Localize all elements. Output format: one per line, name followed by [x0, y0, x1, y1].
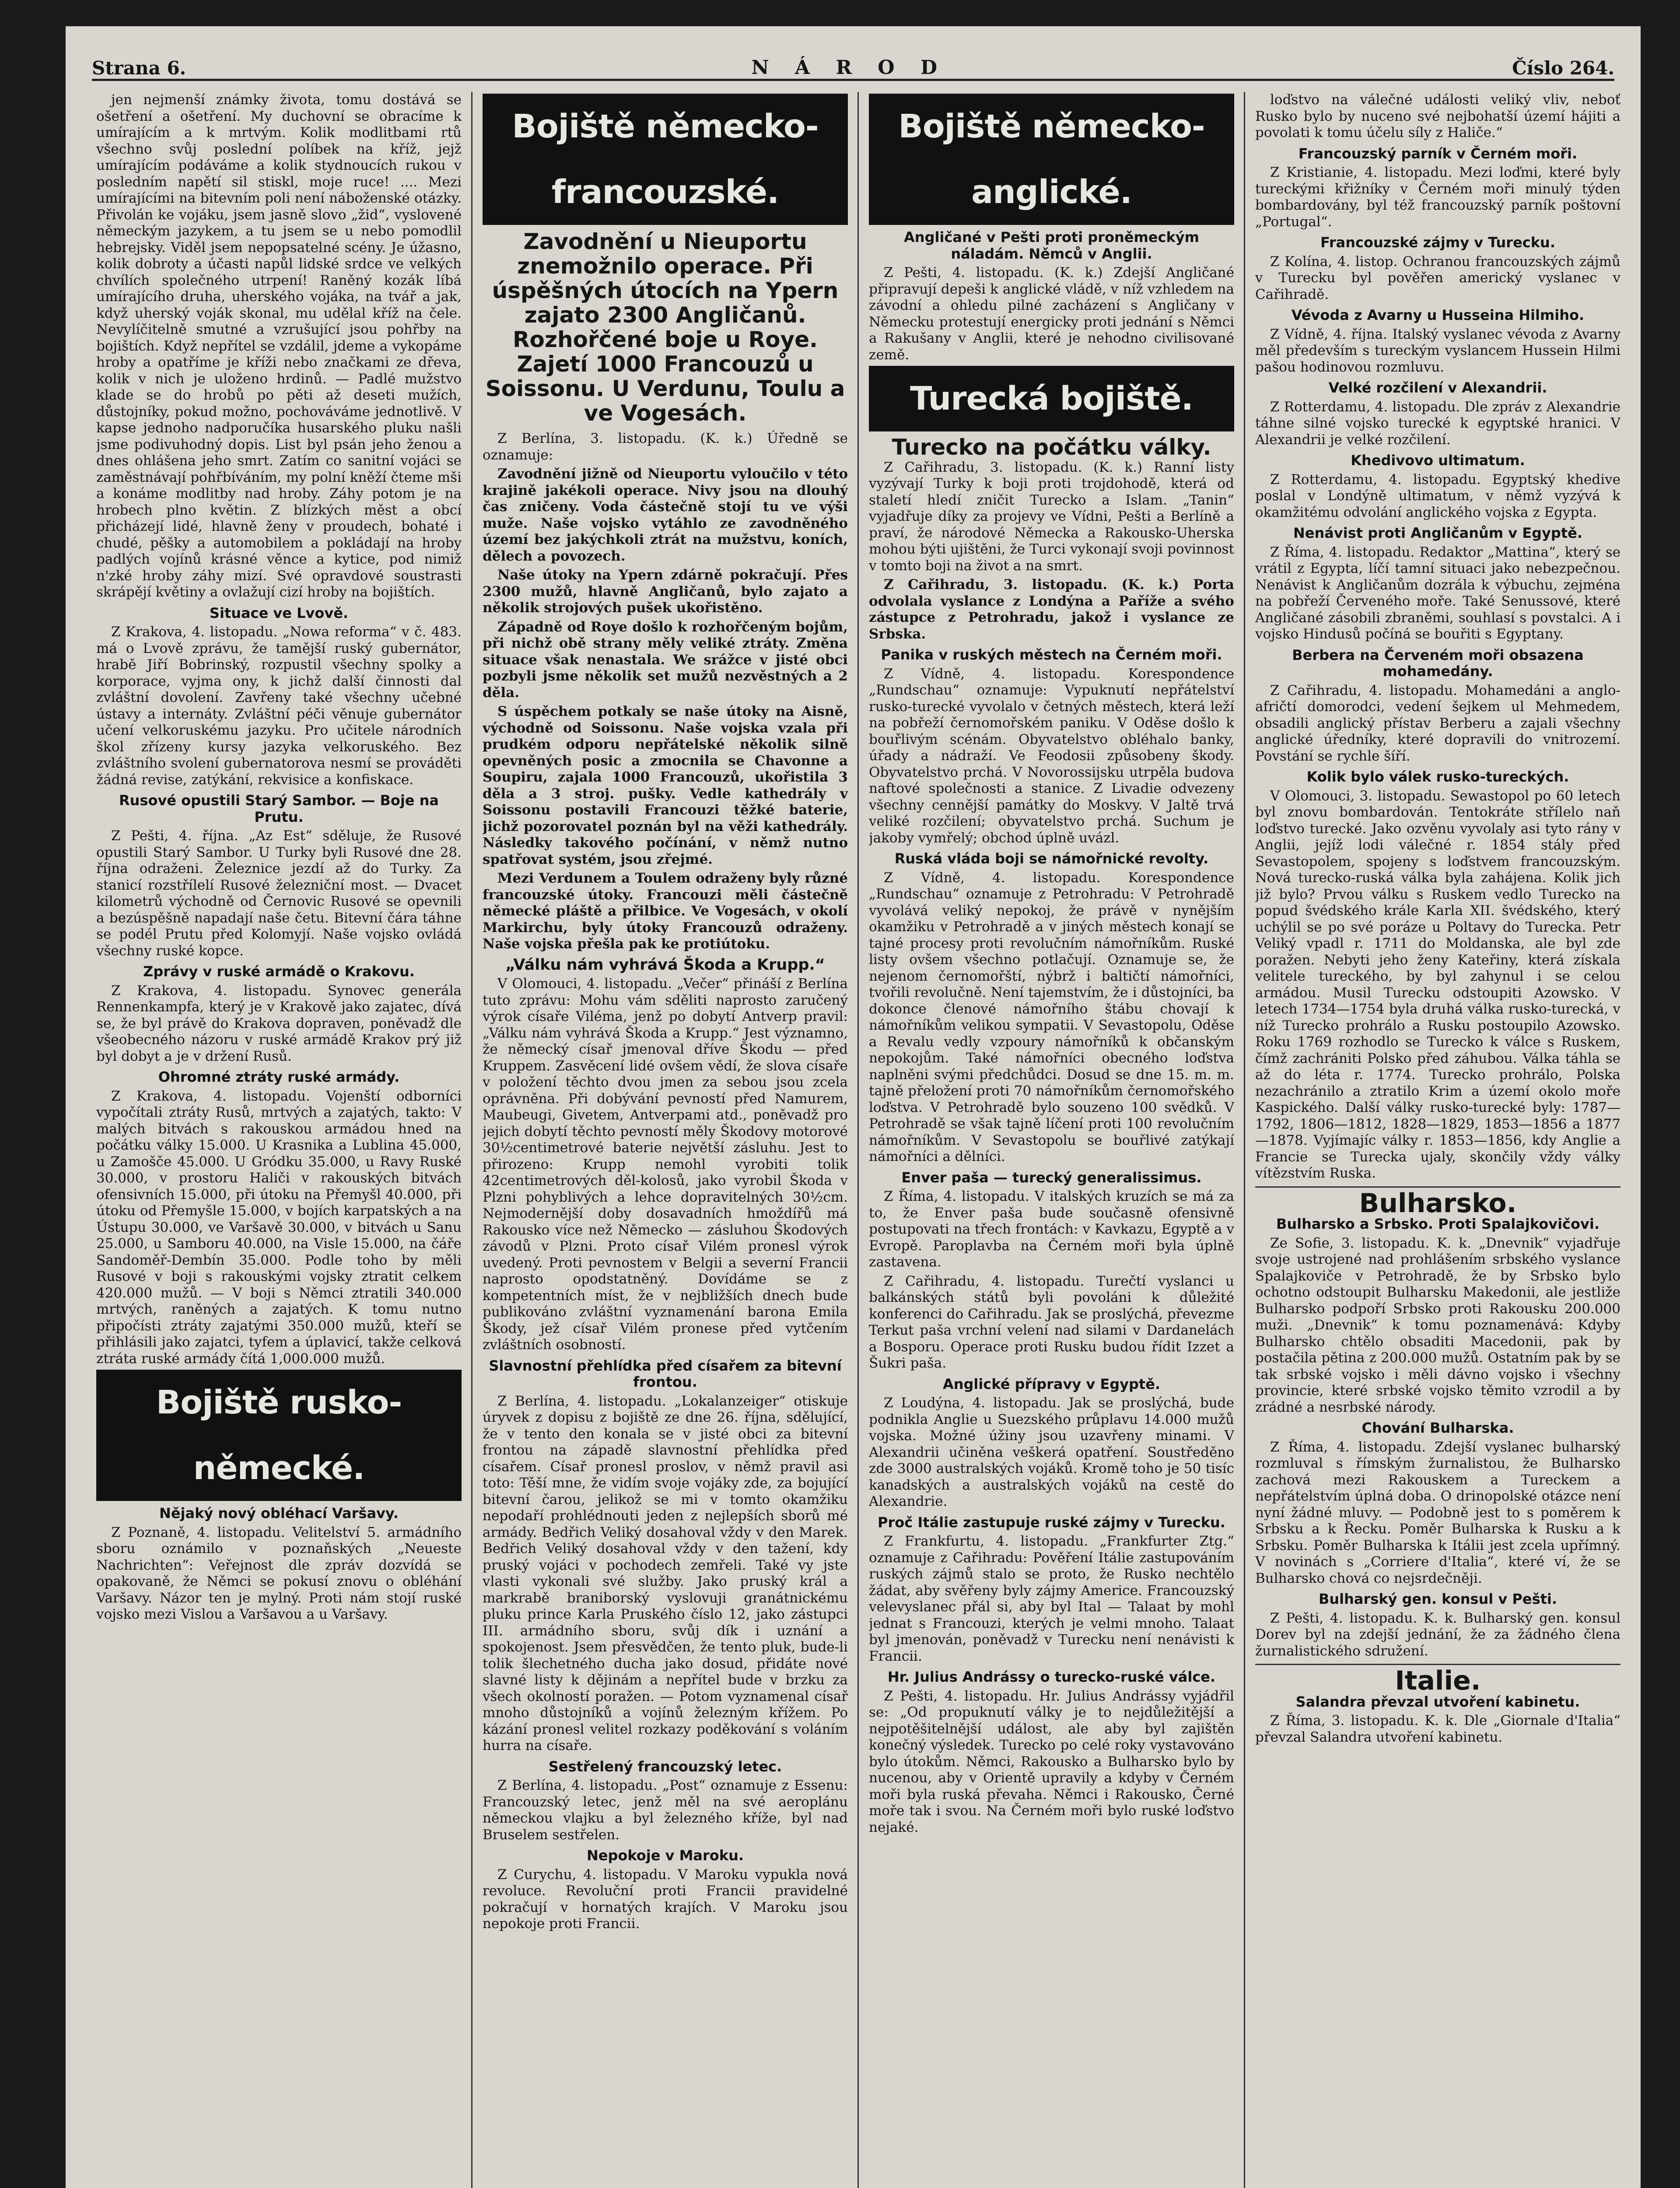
- divider: [1255, 1664, 1620, 1665]
- masthead: [92, 39, 1614, 81]
- article-heading: Kolik bylo válek rusko-tureckých.: [1306, 768, 1569, 785]
- article-paragraph: Z Krakova, 4. listopadu. Synovec generála Rennenkampfa, který je v Krakově jako zajatec, dívá se, že byl právě do Krakova dopraven, poněvadž dle všeobecného názoru v ruské armádě Krakov prý již byl dobyt a je v držení Rusů.: [96, 982, 462, 1064]
- article-paragraph: Z Říma, 4. listopadu. Redaktor „Mattina“, který se vrátil z Egypta, líčí tamní situaci jako nebezpečnou. Nenávist k Angličanům dozrála k výbuchu, zejména na pobřeží Červeného moře. Také Senussové, které Angličané zásobili zbraněmi, souhlasí s povstalci. A i vojsko Hindusů počíná se bouřiti s Egyptany.: [1255, 544, 1620, 642]
- article-paragraph: Z Berlína, 4. listopadu. „Lokalanzeiger“ otiskuje úryvek z dopisu z bojiště ze dne 26. října, sdělující, že v tento den konala se v jisté obci za bitevní frontou na západě slavnostní přehlídka před císařem. Císař pronesl proslov, v němž pravil asi toto: Těší mne, že vidím svoje vojáky zde, za bojující bitevní čarou, jelikož se mi v tomto okamžiku nepodaří prohlédnouti jeden z nejlepších sborů mé armády. Bedřich Veliký dosahoval vždy v den Marek. Bedřich Veliký dosahoval vždy v den tažení, kdy pruský vojáci v pochodech zemřeli. Také vy jste vlasti vykonali své služby. Jako pruský král a markrabě braniborský vyslovuji granátnickému pluku prince Karla Pruského číslo 12, jako zástupci III. armádního sboru, svůj dík i uznání a spokojenost. Jsem přesvědčen, že tento pluk, bude-li tolik šlechetného ducha jako dosud, přidáte nové slavné listy k dějinám a nepřítel bude v brzku za všech okolností poražen. — Potom vyznamenal císař mnoho důstojníků a vojínů železným křížem. Po kázání pronesl velitel rozkazy poděkování s voláním hurra na císaře.: [483, 1393, 848, 1753]
- issue-number: Číslo 264.: [1512, 57, 1614, 79]
- article-paragraph: Zavodnění jižně od Nieuportu vyloučilo v této krajině jakékoli operace. Nivy jsou na dlouhý čas zničeny. Voda částečně stojí tu ve výši muže. Naše vojsko vytáhlo ze zavodněného území bez jakýchkoli ztrát na mužstvu, koních, dělech a povozech.: [483, 466, 848, 564]
- section-banner: Bojiště německo-francouzské.: [483, 94, 848, 225]
- newspaper-title: N Á R O D: [751, 56, 947, 79]
- article-heading: Ohromné ztráty ruské armády.: [158, 1069, 400, 1085]
- article-heading: Situace ve Lvově.: [209, 604, 349, 621]
- article-paragraph: Z Berlína, 4. listopadu. „Post“ oznamuje z Essenu: Francouzský letec, jenž měl na své aeroplánu německou vlajku a byl železného kříže, byl nad Bruselem sestřelen.: [483, 1778, 848, 1843]
- article-heading: Panika v ruských městech na Černém moři.: [881, 646, 1222, 663]
- article-paragraph: Z Curychu, 4. listopadu. V Maroku vypukla nová revoluce. Revoluční proti Francii pravidelné pokračují v hornatých krajích. V Maroku jsou nepokoje proti Francii.: [483, 1866, 848, 1932]
- section-title: Italie.: [1395, 1666, 1481, 1696]
- article-paragraph: Mezi Verdunem a Toulem odraženy byly různé francouzské útoky. Francouzi měli částečně německé pláště a přilbice. Ve Vogesách, v okolí Markirchu, byly útoky Francouzů odraženy. Naše vojska přešla pak ke protiútoku.: [483, 870, 848, 952]
- article-heading: Hr. Julius Andrássy o turecko-ruské válce.: [887, 1669, 1216, 1685]
- article-heading: Berbera na Červeném moři obsazena mohamedány.: [1292, 646, 1584, 680]
- article-heading: Rusové opustili Starý Sambor. — Boje na Prutu.: [119, 792, 439, 825]
- article-paragraph: Z Frankfurtu, 4. listopadu. „Frankfurter Ztg.“ oznamuje z Cařihradu: Pověření Itálie zastupováním ruských zájmů stalo se proto, že Rusko nechtělo žádat, aby svěřeny byly zájmy Americe. Francouzský velevyslanec přál si, aby byl Ital — Talaat by mohl jednat s Francouzi, kterých je velmi mnoho. Talaat byl jmenován, poněvadž v Turecku není nenávisti k Francii.: [869, 1533, 1234, 1664]
- article-paragraph: Z Poznaně, 4. listopadu. Velitelství 5. armádního sboru oznámilo v poznaňských „Neueste Nachrichten“: Veřejnost dle zpráv dozvídá se opakovaně, že Němci se pokusí znovu o obléhání Varšavy. Názor ten je mylný. Proti nám stojí ruské vojsko mezi Vislou a Varšavou a u Varšavy.: [96, 1524, 462, 1622]
- article-heading: Enver paša — turecký generalissimus.: [901, 1169, 1202, 1186]
- article-paragraph: Z Pešti, 4. října. „Az Est“ sděluje, že Rusové opustili Starý Sambor. U Turky byli Rusové dne 28. října odraženi. Železnice jezdí až do Turky. Za stanicí rozstřílelí Rusové železniční most. — Dvacet kilometrů východně od Černovic Rusové se opevnili a bezúspěšně napadají naše četu. Bitevní čára táhne se podél Prutu před Kolomyjí. Naše vojsko ovládá všechny ruské kopce.: [96, 828, 462, 959]
- article-paragraph: Z Vídně, 4. října. Italský vyslanec vévoda z Avarny měl především s tureckým vyslancem Hussein Hilmi pašou hodinovou rozmluvu.: [1255, 326, 1620, 375]
- article-heading: Velké rozčilení v Alexandrii.: [1328, 379, 1547, 396]
- page-number: Strana 6.: [92, 57, 186, 79]
- article-paragraph: Z Krakova, 4. listopadu. Vojenští odborníci vypočítali ztráty Rusů, mrtvých a zajatých, takto: V malých bitvách s rakouskou armádou hned na počátku války 15.000. U Krasnika a Lublina 45.000, u Zamošče 45.000. U Gródku 35.000, u Ravy Ruské 30.000, v prostoru Haliči v rakouských bitvách ofensivních 15.000, při útoku na Přemyšl 40.000, při útoku od Přemyšle 15.000, v bojích karpatských a na Ústupu 30.000, ve Varšavě 30.000, v bitvách u Sanu 25.000, u Samboru 40.000, na Visle 15.000, na čáře Sandoměř-Dembín 35.000. Podle toho by měli Rusové v boji s rakouskými vojsky ztratit celkem 420.000 mužů. — V boji s Němci ztratili 340.000 mrtvých, raněných a zajatých. K tomu nutno připočísti ztráty zajatými 350.000 mužů, kteří se přihlásili jako zajatci, tyfem a úplavicí, takže celková ztráta ruské armády čítá 1,000.000 mužů.: [96, 1088, 462, 1367]
- article-paragraph: Z Cařihradu, 4. listopadu. Turečtí vyslanci u balkánských států byli povoláni k důležité konferenci do Cařihradu. Jak se proslýchá, převezme Terkut paša vrchní velení nad silami v Dardanelách a Bosporu. Operace proti Rusku budou řídit Izzet a Šukri paša.: [869, 1273, 1234, 1371]
- article-heading: Khedivovo ultimatum.: [1351, 452, 1525, 469]
- article-paragraph: Z Rotterdamu, 4. listopadu. Egyptský khedive poslal v Londýně ultimatum, v němž vyzývá k okamžitému odvolání anglického vojska z Egypta.: [1255, 471, 1620, 520]
- section-banner: Bojiště rusko-německé.: [96, 1370, 462, 1501]
- divider: [1255, 1186, 1620, 1188]
- article-paragraph: S úspěchem potkaly se naše útoky na Aisně, východně od Soissonu. Naše vojska vzala při prudkém odporu nepřátelské několik silně opevněných posic a zmocnila se Chavonne a Soupiru, zajala 1000 Francouzů, ukořistila 3 děla a 3 stroj. pušky. Vedle kathedrály v Soissonu postavili Francouzi těžké baterie, jichž pozorovatel poznán byl na věži kathedrály. Následky takového počínání, v němž nutno spatřovat systém, jsou zřejmé.: [483, 704, 848, 867]
- article-heading: Francouzský parník v Černém moři.: [1298, 145, 1578, 162]
- article-heading: Salandra převzal utvoření kabinetu.: [1295, 1693, 1580, 1710]
- newspaper-page: [66, 26, 1641, 2188]
- article-paragraph: V Olomouci, 4. listopadu. „Večer“ přináší z Berlína tuto zprávu: Mohu vám sděliti naprosto zaručený výrok císaře Viléma, jenž po dobytí Antverp pravil: „Válku nám vyhrává Škoda a Krupp.“ Jest významno, že německý císař jmenoval dříve Škodu — před Kruppem. Zasvěcení lidé ovšem vědí, že slova císaře v položení těchto dvou jmen za sebou jsou zcela oprávněna. Při dobývání pevností před Namurem, Maubeugi, Givetem, Antverpami atd., poněvadž pro jejich dobytí těchto pevností měly Škodovy motorové 30½centimetrové baterie největší zásluhu. Jest to přirozeno: Krupp nemohl vyrobiti tolik 42centimetrových děl-kolosů, jako vyrobil Škoda v Plzni pohyblivých a lehce dopravitelných 30½cm. Nejmodernější doby dosavadních hmoždířů má Rakousko více než Německo — zásluhou Škodových závodů v Plzni. Proto císař Vilém pronesl výrok uvedený. Proti pevnostem v Belgii a severní Francii naprosto opodstatněný. Dovídáme se z kompetentních míst, že v nejbližších dnech bude publikováno zvláštní vyznamenání barona Emila Škody, jež císař Vilém pronese před vytčením zvláštních osobností.: [483, 976, 848, 1353]
- article-paragraph: Z Pešti, 4. listopadu. K. k. Bulharský gen. konsul Dorev byl na zdejší jednání, že za žádného člena žurnalistického sdružení.: [1255, 1610, 1620, 1659]
- article-heading: Nějaký nový obléhací Varšavy.: [159, 1505, 399, 1522]
- section-banner: Turecká bojiště.: [869, 366, 1234, 431]
- article-paragraph: Z Říma, 3. listopadu. K. k. Dle „Giornale d'Italia“ převzal Salandra utvoření kabinetu.: [1255, 1713, 1620, 1745]
- article-heading: Proč Itálie zastupuje ruské zájmy v Turecku.: [878, 1514, 1225, 1531]
- article-paragraph: V Olomouci, 3. listopadu. Sewastopol po 60 letech byl znovu bombardován. Tentokráte střílelo naň loďstvo turecké. Jako ozvěnu vyvolaly asi tyto rány v Anglii, jejíž lodi válečné r. 1854 stály před Sevastopolem, spojeny s loďstvem francouzským. Nová turecko-ruská válka byla zahájena. Kolik jich již bylo? Prvou válku s Ruskem vedlo Turecko na popud švédského krále Karla XII. švédského, který uchýlil se po své poráze u Poltavy do Turecka. Petr Veliký vpadl r. 1711 do Moldanska, ale byl zde poražen. Nebyti jeho ženy Kateřiny, která získala velitele tureckého, by byl zahynul i se celou armádou. Musil Turecku odstoupiti Azowsko. V letech 1734—1754 byla druhá válka rusko-turecká, v níž Turecko prohrálo a Rusku postoupilo Azowsko. Roku 1769 rozhodlo se Turecko k válce s Ruskem, čímž zachrániti Polsko před záhubou. Válka táhla se až do léta r. 1774. Turecko prohrálo, Polska nezachránilo a ztratilo Krim a území okolo moře Kaspického. Další války rusko-turecké byly: 1787—1792, 1806—1812, 1828—1829, 1853—1856 a 1877—1878. Vyjímajíc války r. 1853—1856, kdy Anglie a Francie se Turecka ujaly, skončily vždy války vítězstvím Ruska.: [1255, 788, 1620, 1181]
- article-heading: Bulharský gen. konsul v Pešti.: [1318, 1591, 1558, 1607]
- article-paragraph: Západně od Roye došlo k rozhořčeným bojům, při nichž obě strany měly veliké ztráty. Změna situace však nenastala. We srážce v jisté obci pozbyli jsme několik set mužů nezvěstných a 2 děla.: [483, 619, 848, 701]
- article-paragraph: Z Vídně, 4. listopadu. Korespondence „Rundschau“ oznamuje: Vypuknutí nepřátelství rusko-turecké vyvolalo v četných městech, která leží na pobřeží černomořském paniku. V Oděse došlo k bouřlivým scénám. Obyvatelstvo obléhalo banky, úřady a nádraží. Ve Feodosii způsobeny škody. Obyvatelstvo prchá. V Novorossijsku utrpěla budova naftové společnosti a stanice. Z Livadie odvezeny všechny cennější památky do Moskvy. V Jaltě trvá veliké rozčilení; obyvatelstvo prchá. Suchum je jakoby vymřelý; obchod úplně uvázl.: [869, 666, 1234, 846]
- article-paragraph: Z Pešti, 4. listopadu. (K. k.) Zdejší Angličané připravují depeši k anglické vládě, v níž vzhledem na závodní a ohledu pilné zacházení s Angličany v Německu protestují energicky proti jednání s Němci a Rakušany v Anglii, které je nehodno civilisované země.: [869, 265, 1234, 363]
- article-heading: Chování Bulharska.: [1362, 1420, 1514, 1436]
- article-heading: Slavnostní přehlídka před císařem za bitevní frontou.: [489, 1357, 842, 1390]
- article-paragraph: Z Berlína, 3. listopadu. (K. k.) Úředně se oznamuje:: [483, 431, 848, 463]
- section-banner: Bojiště německo-anglické.: [869, 94, 1234, 225]
- article-paragraph: Naše útoky na Ypern zdárně pokračují. Přes 2300 mužů, hlavně Angličanů, bylo zajato a několik strojových pušek ukořistěno.: [483, 567, 848, 616]
- column-2: [483, 92, 848, 2188]
- article-heading: Angličané v Pešti proti proněmeckým náladám. Němců v Anglii.: [904, 229, 1199, 262]
- article-paragraph: Z Vídně, 4. listopadu. Korespondence „Rundschau“ oznamuje z Petrohradu: V Petrohradě vyvolává veliký nepokoj, že právě v nynějším okamžiku v Petrohradě a v jiných městech konají se tajné procesy proti revolučním námořníkům. Ruské listy ovšem všechno potlačují. Oznamuje se, že nejenom černomořští, nýbrž i baltičtí námořníci, tvořili revolučně. Není tajemstvím, že i důstojníci, ba dokonce členové námořního štábu chovají k námořníkům velikou sympatii. V Sevastopolu, Oděse a Revalu vedly vzpoury námořníků k občanským nepokojům. Také námořníci obecného loďstva naplněni svými předchůdci. Dosud se dne 15. m. m. tajně přeložení proti 70 námořníkům černomořského loďstva. V Petrohradě bylo souzeno 100 svědků. V Petrohradě se však tajně líčení proti 100 revolučním námořníkům. V Sevastopolu se bouřlivé zatýkají námořníci a dělníci.: [869, 870, 1234, 1164]
- column-divider: [471, 92, 472, 2188]
- article-heading: Nepokoje v Maroku.: [586, 1847, 744, 1864]
- article-heading: Anglické přípravy v Egyptě.: [942, 1375, 1161, 1392]
- article-heading: Francouzské zájmy v Turecku.: [1320, 234, 1555, 251]
- article-heading: Bulharsko a Srbsko. Proti Spalajkovičovi.: [1276, 1216, 1600, 1232]
- article-paragraph: Ze Sofie, 3. listopadu. K. k. „Dnevnik“ vyjadřuje svoje ustrojené nad prohlášením srbského vyslance Spalajkoviče v Petrohradě, že by Srbsko bylo ochotno odstoupit Bulharsku Makedonii, ale jestliže Bulharsko podpoří Srbsko proti Rakousku 200.000 muži. „Dnevnik“ k tomu poznamenává: Kdyby Bulharsko chtělo obsaditi Macedonii, pak by postačila pětina z 200.000 mužů. Ostatním pak by se tak srbské vojsko i měli dávno vojsko i všechny provincie, které srbské vojsko těmito vzrodil a by zrádné a nesrbské národy.: [1255, 1235, 1620, 1415]
- article-paragraph: jen nejmenší známky života, tomu dostává se ošetření a ošetření. My duchovní se obracíme k umírajícím a k mrtvým. Kolik modlitbami rtů všechno svůj poslední políbek na kříž, jejž umírajícím podáváme a kolik stydnoucích rukou v posledním napětí sil stiskl, moje ruce! .... Mezi umírajícími na bitevním poli není náboženské otázky. Přivolán ke vojáku, jsem jasně slovo „žid“, vyslovené německým jazykem, a tu jsem se u nebo pomodlil hebrejsky. Viděl jsem nepopsatelné scény. Je úžasno, kolik dobroty a účasti napůl lidské srdce ve velkých chvílích společného utrpení! Raněný kozák líbá umírajícího druha, uherského vojáka, na tvář a jak, když uherský voják skonal, mu udělal kříž na čele. Nevylíčitelně smutné a vzrušující jsou pohřby na bojištích. Když nepřítel se vzdálil, jdeme a vykopáme hroby a opatříme je kříži nebo značkami ze dřeva, kolik v nich je uloženo hrdinů. — Padlé mužstvo klade se do hrobů po pěti až deseti mužích, důstojníky, pokud možno, pochováváme jednotlivě. V kapse jednoho nadporučíka husarského pluku našli jsme podivuhodný dopis. List byl psán jeho ženou a dnes ohlášena jeho smrt. Zatím co sanitní vojáci se zaměstnávají pohřbíváním, my polní kněží čteme mši a konáme modlitby nad hroby. Záhy potom je na hrobech plno květin. Z blízkých měst a obcí přicházejí lidé, hlavně ženy v proudech, bohaté i chudé, pěšky a automobilem a pokládají na hroby padlých vojínů krásné věnce a kytice, pod nimiž n'zké hroby záhy mizí. Své opravdové soustrasti skrápějí květiny a ovlažují cizí hroby na bojištích.: [96, 92, 462, 600]
- column-1: [96, 92, 462, 2188]
- article-heading: Vévoda z Avarny u Husseina Hilmiho.: [1291, 307, 1585, 323]
- article-paragraph: Z Kristianie, 4. listopadu. Mezi loďmi, které byly tureckými křižníky v Černém moři minulý týden bombardovány, byl též francouzský parník poštovní „Portugal“.: [1255, 165, 1620, 230]
- article-paragraph: Z Pešti, 4. listopadu. Hr. Julius Andrássy vyjádřil se: „Od propuknutí války je to nejdůležitější a nejpotěšitelnější událost, ale aby byl zajištěn konečný výsledek. Turecko po celé roky vystavováno bylo útokům. Němci, Rakousko a Bulharsko bylo by nucenou, aby v Orientě upravily a kdyby v Černém moři byla ruská převaha. Němci i Rakousko, Černé moře tak i svou. Na Černém moři bylo ruské loďstvo nejaké.: [869, 1688, 1234, 1835]
- column-divider: [1244, 92, 1245, 2188]
- article-paragraph: Z Rotterdamu, 4. listopadu. Dle zpráv z Alexandrie táhne silné vojsko turecké k egyptské hranici. V Alexandrii je velké rozčilení.: [1255, 399, 1620, 448]
- section-title: Bulharsko.: [1359, 1188, 1517, 1219]
- article-heading: Nenávist proti Angličanům v Egyptě.: [1293, 525, 1582, 541]
- column-3: [869, 92, 1234, 2188]
- section-title: Turecko na počátku války.: [892, 435, 1211, 460]
- article-heading: „Válku nám vyhrává Škoda a Krupp.“: [505, 956, 825, 974]
- article-heading: Sestřelený francouzský letec.: [548, 1758, 782, 1775]
- article-paragraph: Z Cařihradu, 4. listopadu. Mohamedáni a anglo-afričtí domorodci, vedení šejkem ul Mehmedem, obsadili anglický přístav Berberu a zajali všechny anglické úředníky, které dopravili do vnitrozemí. Povstání se rychle šíří.: [1255, 682, 1620, 764]
- article-paragraph: loďstvo na válečné události veliký vliv, neboť Rusko bylo by nuceno své nejbohatší území hájiti a povolati k tomu účelu síly z Haliče.“: [1255, 92, 1620, 140]
- article-paragraph: Z Cařihradu, 3. listopadu. (K. k.) Ranní listy vyzývají Turky k boji proti trojdohodě, která od staletí hledí zničit Turecko a Islam. „Tanin“ vyjadřuje díky za projevy ve Vídni, Pešti a Berlíně a praví, že národové Německa a Rakousko-Uherska mohou býti ujištěni, že Turci vykonají svoji povinnost v tomto boji na život a na smrt.: [869, 459, 1234, 574]
- article-heading: Ruská vláda boji se námořnické revolty.: [894, 850, 1209, 867]
- article-paragraph: Z Říma, 4. listopadu. Zdejší vyslanec bulharský rozmluval s římským žurnalistou, že Bulharsko zachová mezi Rakouskem a Tureckem a nepřátelstvím úplná doba. O drinopolské otázce není nyní žádné mluvy. — Podobně jest to s poměrem k Srbsku a k Řecku. Poměr Bulharska k Rusku a k Srbsku. Poměr Bulharska k Itálii jest zcela upřímný. V novinách s „Corriere d'Italia“, které ví, že se Bulharsko chová co nejsrdečněji.: [1255, 1439, 1620, 1586]
- column-divider: [858, 92, 859, 2188]
- article-paragraph: Z Loudýna, 4. listopadu. Jak se proslýchá, bude podnikla Anglie u Suezského průplavu 14.000 mužů vojska. Možné úžiny jsou uzavřeny minami. V Alexandrii učiněna veškerá opatření. Soustředěno zde 3000 australských vojáků. Kromě toho je 50 tisíc kanadských a australských vojáků na cestě do Alexandrie.: [869, 1395, 1234, 1509]
- article-heading: Zprávy v ruské armádě o Krakovu.: [143, 963, 415, 980]
- article-paragraph: Z Krakova, 4. listopadu. „Nowa reforma“ v č. 483. má o Lvově zprávu, že tamější ruský gubernátor, hrabě Jiří Bobrinský, rozpustil všechny spolky a korporace, vyjma ony, k jichž další činnosti dal zvláštní dovolení. Zavřeny také všechny učebné ústavy a internáty. Zvláštní péči věnuje gubernátor učení velkoruskému jazyku. Pro učitele národních škol zřízeny kursy jazyka velkoruského. Bez zvláštního svolení gubernatorova nesmí se prováděti žádná revise, zatýkání, rekvisice a konfiskace.: [96, 624, 462, 788]
- article-paragraph: Z Cařihradu, 3. listopadu. (K. k.) Porta odvolala vyslance z Londýna a Paříže a svého zástupce z Petrohradu, jakož i vyslance ze Srbska.: [869, 577, 1234, 642]
- headline-lead: Zavodnění u Nieuportu znemožnilo operace. Při úspěšných útocích na Ypern zajato 2300 Angličanů. Rozhořčené boje u Roye. Zajetí 1000 Francouzů u Soissonu. U Verdunu, Toulu a ve Vogesách.: [485, 229, 845, 426]
- article-paragraph: Z Kolína, 4. listop. Ochranou francouzských zájmů v Turecku byl pověřen americký vyslanec v Cařihradě.: [1255, 253, 1620, 302]
- article-paragraph: Z Říma, 4. listopadu. V italských kruzích se má za to, že Enver paša bude současně ofensivně postupovati na třech frontách: v Kavkazu, Egyptě a v Evropě. Paroplavba na Černém moři byla úplně zastavena.: [869, 1189, 1234, 1270]
- column-4: [1255, 92, 1620, 2188]
